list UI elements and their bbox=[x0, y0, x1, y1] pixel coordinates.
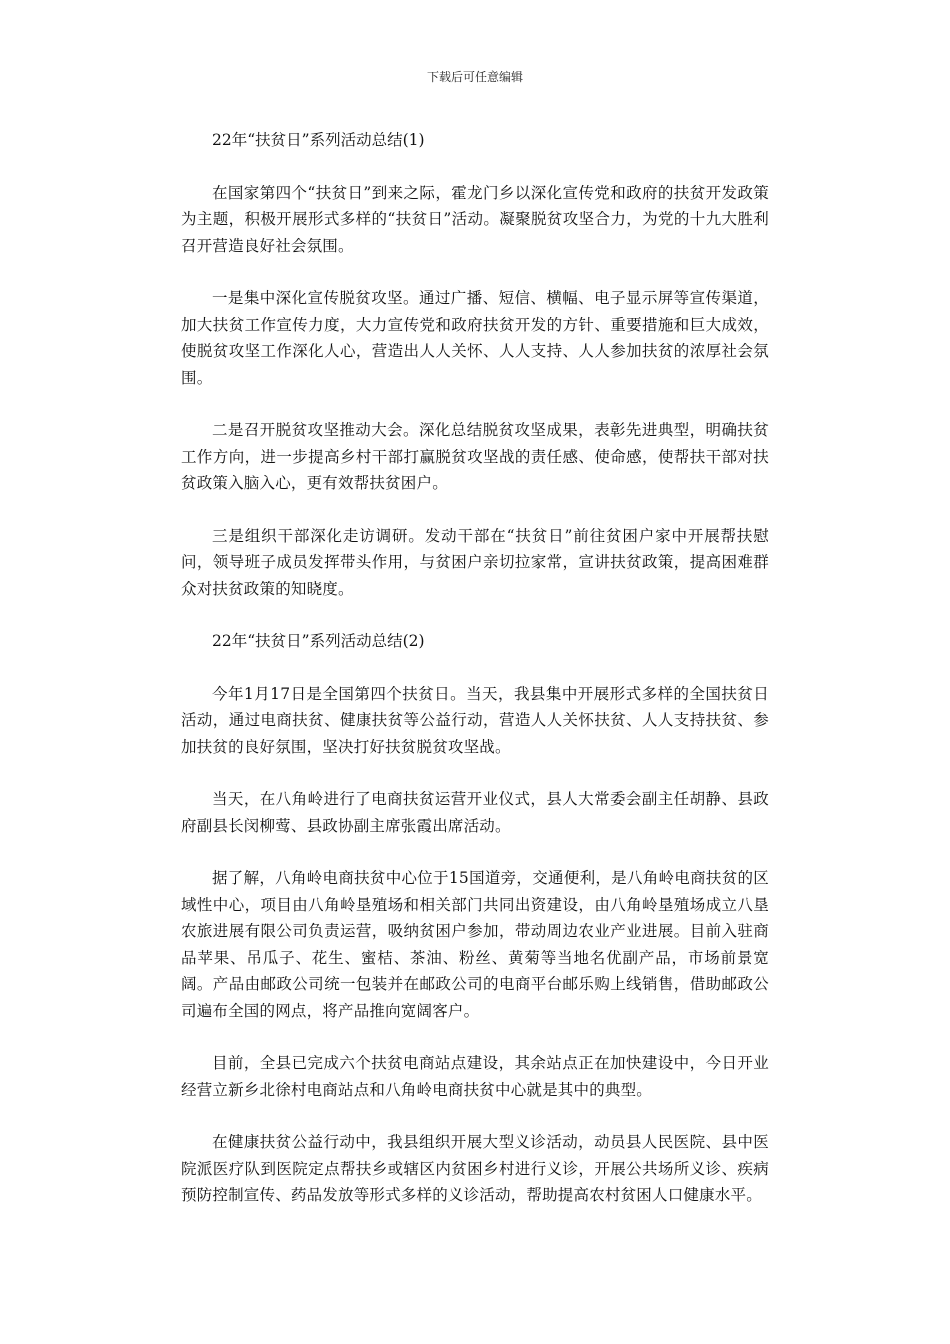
paragraph: 一是集中深化宣传脱贫攻坚。通过广播、短信、横幅、电子显示屏等宣传渠道，加大扶贫工作宣传力度，大力宣传党和政府扶贫开发的方针、重要措施和巨大成效，使脱贫攻坚工作深化人心，营造出人人关怀、人人支持、人人参加扶贫的浓厚社会氛围。 bbox=[181, 289, 769, 387]
paragraph: 当天，在八角岭进行了电商扶贫运营开业仪式，县人大常委会副主任胡静、县政府副县长闵柳莺、县政协副主席张霞出席活动。 bbox=[181, 790, 769, 835]
paragraph: 三是组织干部深化走访调研。发动干部在“扶贫日”前往贫困户家中开展帮扶慰问，领导班子成员发挥带头作用，与贫困户亲切拉家常，宣讲扶贫政策，提高困难群众对扶贫政策的知晓度。 bbox=[181, 526, 769, 598]
paragraph: 在国家第四个“扶贫日”到来之际，霍龙门乡以深化宣传党和政府的扶贫开发政策为主题，积极开展形式多样的“扶贫日”活动。凝聚脱贫攻坚合力，为党的十九大胜利召开营造良好社会氛围。 bbox=[181, 183, 769, 255]
paragraph: 目前，全县已完成六个扶贫电商站点建设，其余站点正在加快建设中，今日开业经营立新乡北徐村电商站点和八角岭电商扶贫中心就是其中的典型。 bbox=[181, 1054, 769, 1099]
document-body bbox=[181, 127, 769, 1209]
paragraph: 在健康扶贫公益行动中，我县组织开展大型义诊活动，动员县人民医院、县中医院派医疗队到医院定点帮扶乡或辖区内贫困乡村进行义诊，开展公共场所义诊、疾病预防控制宣传、药品发放等形式多样的义诊活动，帮助提高农村贫困人口健康水平。 bbox=[181, 1133, 769, 1204]
section-title-2: 22年“扶贫日”系列活动总结(2) bbox=[212, 632, 425, 650]
paragraph: 今年1月17日是全国第四个扶贫日。当天，我县集中开展形式多样的全国扶贫日活动，通过电商扶贫、健康扶贫等公益行动，营造人人关怀扶贫、人人支持扶贫、参加扶贫的良好氛围，坚决打好扶贫脱贫攻坚战。 bbox=[181, 684, 769, 756]
section-title-1: 22年“扶贫日”系列活动总结(1) bbox=[212, 131, 425, 149]
paragraph: 二是召开脱贫攻坚推动大会。深化总结脱贫攻坚成果，表彰先进典型，明确扶贫工作方向，进一步提高乡村干部打赢脱贫攻坚战的责任感、使命感，使帮扶干部对扶贫政策入脑入心，更有效帮扶贫困户。 bbox=[181, 421, 769, 492]
header-note: 下载后可任意编辑 bbox=[426, 70, 523, 84]
paragraph: 据了解，八角岭电商扶贫中心位于15国道旁，交通便利，是八角岭电商扶贫的区域性中心，项目由八角岭垦殖场和相关部门共同出资建设，由八角岭垦殖场成立八垦农旅进展有限公司负责运营，吸纳贫困户参加，带动周边农业产业进展。目前入驻商品苹果、吊瓜子、花生、蜜桔、茶油、粉丝、黄菊等当地名优副产品，市场前景宽阔。产品由邮政公司统一包装并在邮政公司的电商平台邮乐购上线销售，借助邮政公司遍布全国的网点，将产品推向宽阔客户。 bbox=[181, 869, 769, 1020]
